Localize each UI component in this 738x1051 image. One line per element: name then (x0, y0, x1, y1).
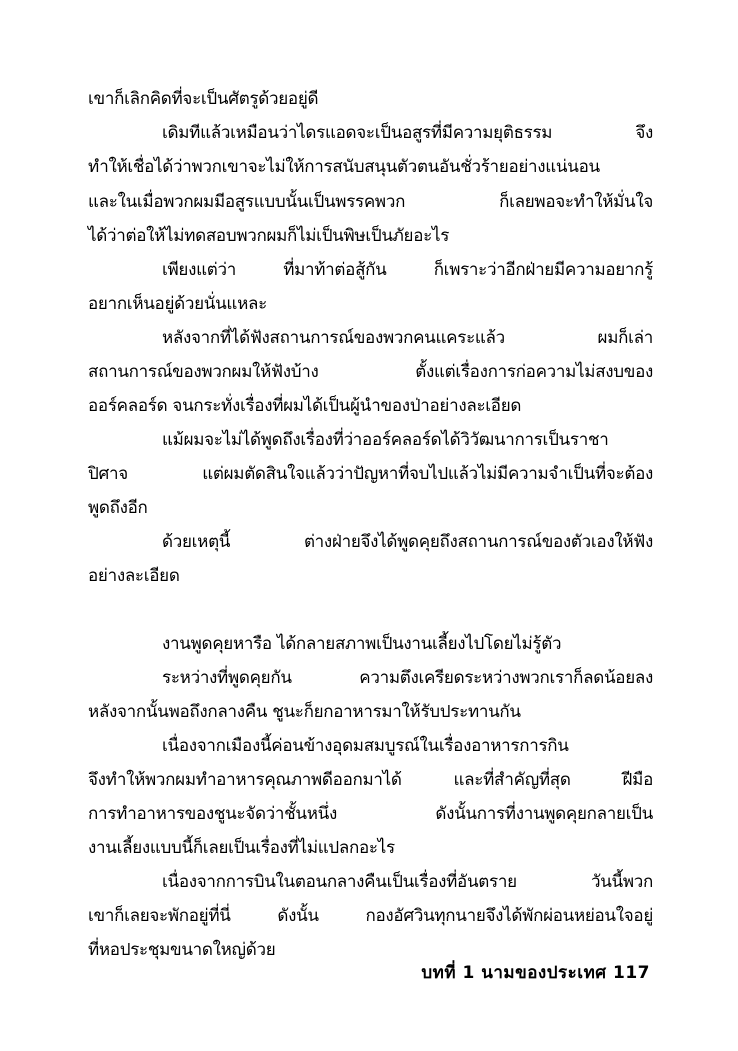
page-footer: บทที่ 1 นามของประเทศ 117 (421, 963, 650, 983)
text-line: ระหว่างที่พูดคุยกัน ความตึงเครียดระหว่างพวกเราก็ลดน้อยลง (162, 668, 653, 688)
text-line: ที่หอประชุมขนาดใหญ่ด้วย (88, 940, 276, 960)
text-line: ออร์คลอร์ด จนกระทั่งเรื่องที่ผมได้เป็นผู้นำของป่าอย่างละเอียด (88, 396, 522, 416)
text-line: ด้วยเหตุนี้ ต่างฝ่ายจึงได้พูดคุยถึงสถานการณ์ของตัวเองให้ฟัง (162, 532, 653, 552)
text-line: เดิมทีแล้วเหมือนว่าไดรแอดจะเป็นอสูรที่มีความยุติธรรม จึง (162, 123, 653, 143)
text-line: และในเมื่อพวกผมมีอสูรแบบนั้นเป็นพรรคพวก ก็เลยพอจะทำให้มั่นใจ (88, 192, 653, 212)
text-line: ปิศาจ แต่ผมตัดสินใจแล้วว่าปัญหาที่จบไปแล้วไม่มีความจำเป็นที่จะต้อง (88, 464, 653, 484)
text-line: อย่างละเอียด (88, 566, 180, 586)
text-line: การทำอาหารของชูนะจัดว่าชั้นหนึ่ง ดังนั้นการที่งานพูดคุยกลายเป็น (88, 804, 653, 824)
text-line: พูดถึงอีก (88, 498, 148, 518)
text-line: เพียงแต่ว่า ที่มาท้าต่อสู้กัน ก็เพราะว่าอีกฝ่ายมีความอยากรู้ (162, 260, 653, 280)
text-line: สถานการณ์ของพวกผมให้ฟังบ้าง ตั้งแต่เรื่องการก่อความไม่สงบของ (88, 362, 653, 382)
text-line: หลังจากนั้นพอถึงกลางคืน ชูนะก็ยกอาหารมาให้รับประทานกัน (88, 702, 521, 722)
text-line: ได้ว่าต่อให้ไม่ทดสอบพวกผมก็ไม่เป็นพิษเป็นภัยอะไร (88, 226, 450, 246)
text-line: จึงทำให้พวกผมทำอาหารคุณภาพดีออกมาได้ และที่สำคัญที่สุด ฝีมือ (88, 770, 653, 790)
text-line: หลังจากที่ได้ฟังสถานการณ์ของพวกคนแคระแล้ว ผมก็เล่า (162, 328, 653, 348)
text-line: อยากเห็นอยู่ด้วยนั่นแหละ (88, 294, 267, 314)
text-line: เนื่องจากเมืองนี้ค่อนข้างอุดมสมบูรณ์ในเรื่องอาหารการกิน (162, 736, 569, 756)
text-line: เนื่องจากการบินในตอนกลางคืนเป็นเรื่องที่อันตราย วันนี้พวก (162, 872, 653, 892)
text-line: งานพูดคุยหารือ ได้กลายสภาพเป็นงานเลี้ยงไปโดยไม่รู้ตัว (162, 634, 562, 654)
text-line: เขาก็เลิกคิดที่จะเป็นศัตรูด้วยอยู่ดี (88, 89, 319, 109)
text-line: งานเลี้ยงแบบนี้ก็เลยเป็นเรื่องที่ไม่แปลกอะไร (88, 838, 395, 858)
text-line: ทำให้เชื่อได้ว่าพวกเขาจะไม่ให้การสนับสนุนตัวตนอันชั่วร้ายอย่างแน่นอน (88, 157, 600, 177)
text-line: เขาก็เลยจะพักอยู่ที่นี่ ดังนั้น กองอัศวินทุกนายจึงได้พักผ่อนหย่อนใจอยู่ (88, 906, 653, 926)
text-line: แม้ผมจะไม่ได้พูดถึงเรื่องที่ว่าออร์คลอร์ดได้วิวัฒนาการเป็นราชา (162, 430, 609, 450)
